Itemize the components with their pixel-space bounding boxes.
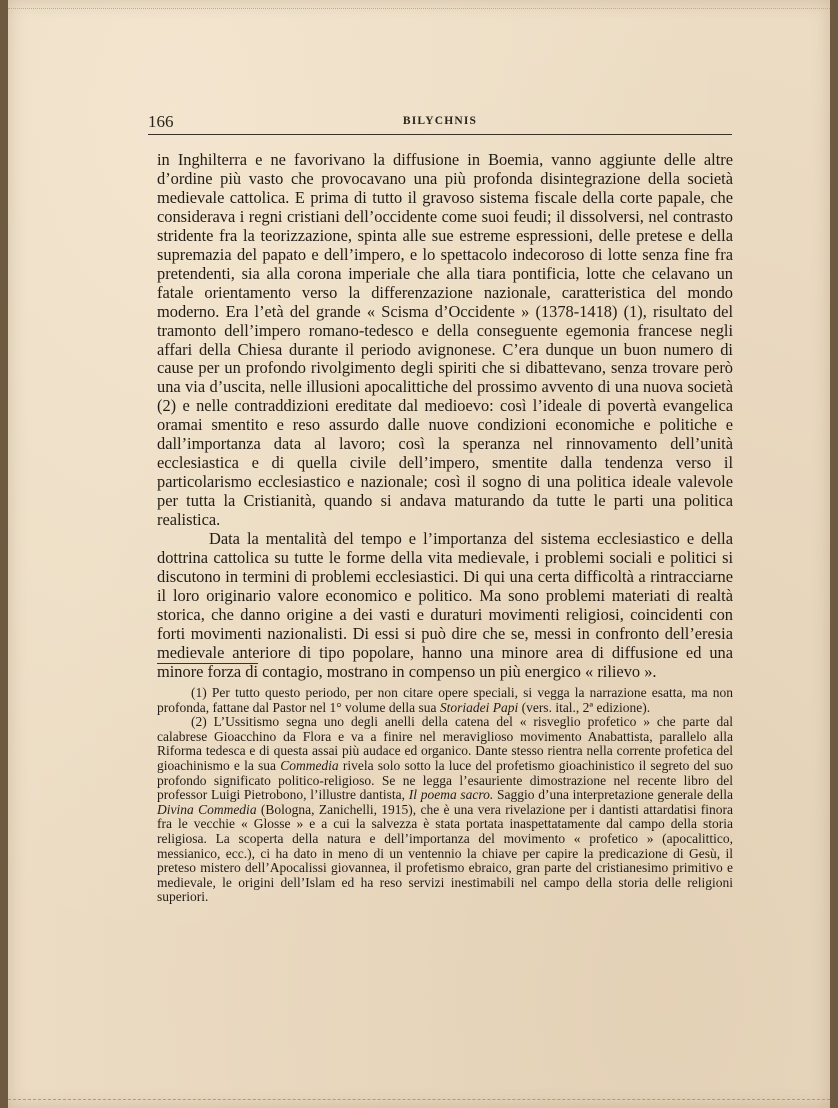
- footnote-1-text: (1) Per tutto questo periodo, per non citare opere speciali, si vegga la narrazione esatta, ma non profonda, fattane dal Pastor nel 1° volume della sua: [157, 685, 733, 715]
- page-bottom-edge: [8, 1099, 830, 1102]
- footnote-2-part1: (2) L’Ussitismo segna uno degli anelli della catena del « risveglio profetico » che parte dal calabrese Gioacchino da Flora e va a finire nel meraviglioso movimento Anabattista, parallelo alla Riforma tedesca e di questa assai più audace ed organico. Dante stesso rientra nella corrente profetica del gioachinismo e la sua: [157, 714, 733, 773]
- page-number: 166: [148, 112, 174, 131]
- paragraph-1: in Inghilterra e ne favorivano la diffusione in Boemia, vanno aggiunte delle altre d’ordine più vasto che provocavano una più profonda disintegrazione della società medievale cattolica. E prima di tutto il gravoso sistema fiscale della corte papale, che considerava i regni cristiani dell’occidente come suoi feudi; il dissolversi, nel contrasto stridente fra la teorizzazione, spinta alle sue estreme espressioni, delle pretese e della supremazia del papato e dell’impero, e lo spettacolo indecoroso di lotte senza fine fra pretendenti, sia alla corona imperiale che alla tiara pontificia, lotte che celavano un fatale orientamento verso la differenzazione nazionale, caratteristica del mondo moderno. Era l’età del grande « Scisma d’Occidente » (1378-1418) (1), risultato del tramonto dell’impero romano-tedesco e della conseguente egemonia francese negli affari della Chiesa durante il periodo avignonese. C’era dunque un buon numero di cause per un profondo rivolgimento degli spiriti che si dibattevano, senza trovare però una via d’uscita, nelle illusioni apocalittiche del prossimo avvento di una nuova società (2) e nelle contraddizioni ereditate dal medioevo: così l’ideale di povertà evangelica oramai smentito e reso assurdo dalle nuove condizioni economiche e politiche e dall’importanza data al lavoro; così la speranza nel rinnovamento dell’unità ecclesiastica e di quella civile dell’impero, smentite dalla tendenza verso il particolarismo ecclesiastico e nazionale; così il sogno di una politica ideale valevole per tutta la Cristianità, quando si andava maturando da tutte le parti una politica realistica.: [157, 150, 733, 530]
- footnote-2-title-divina-commedia: Divina Commedia: [157, 801, 257, 817]
- footnote-2-part4: (Bologna, Zanichelli, 1915), che è una vera rivelazione per i dantisti attardatisi finora fra le vecchie « Glosse » e a cui la salvezza è stata portata inaspettatamente dal campo della storia religiosa. La scoperta della natura e dell’importanza del movimento « profetico » (apocalittico, messianico, ecc.), ci ha dato in meno di un ventennio la chiave per capire la predicazione di Gesù, il preteso mistero dell’Apocalissi giovannea, il profetismo ebraico, gran parte del cristianesimo primitivo e medievale, le origini dell’Islam ed ha reso servizi inestimabili nel campo della storia delle religioni superiori.: [157, 801, 734, 905]
- main-text: [157, 151, 733, 682]
- footnote-1-title: Storiadei Papi: [439, 699, 519, 715]
- footnote-1-tail: (vers. ital., 2ª edizione).: [518, 699, 651, 715]
- footnote-2: [157, 715, 733, 905]
- footnote-2-part2: rivela solo sotto la luce del profetismo gioachinistico il segreto del suo profondo significato politico-religioso. Se ne legga l’esauriente dimostrazione nel recente libro del professor Luigi Pietrobono, l’illustre dantista,: [157, 757, 733, 803]
- footnote-1: [157, 686, 733, 715]
- running-head: BILYCHNIS: [402, 115, 478, 127]
- footnote-2-title-commedia: Commedia: [280, 757, 339, 773]
- footnote-2-part3: Saggio d’una interpretazione generale della: [493, 787, 733, 803]
- footnote-separator: [157, 663, 258, 664]
- book-page: [8, 0, 830, 1108]
- footnote-2-title-poema-sacro: Il poema sacro.: [408, 787, 494, 803]
- page-header: [148, 110, 732, 135]
- footnotes: [157, 686, 733, 905]
- paragraph-2: Data la mentalità del tempo e l’importanza del sistema ecclesiastico e della dottrina cattolica su tutte le forme della vita medievale, i problemi sociali e politici si discutono in termini di problemi ecclesiastici. Di qui una certa difficoltà a rintracciarne il loro originario valore economico e politico. Ma sono problemi materiati di realtà storica, che danno origine a dei vasti e duraturi movimenti religiosi, coincidenti con forti movimenti nazionalisti. Di essi si può dire che se, messi in confronto dell’eresia medievale anteriore di tipo popolare, hanno una minore area di diffusione ed una minore forza di contagio, mostrano in compenso un più energico « rilievo ».: [157, 529, 733, 681]
- page-top-edge: [8, 0, 830, 9]
